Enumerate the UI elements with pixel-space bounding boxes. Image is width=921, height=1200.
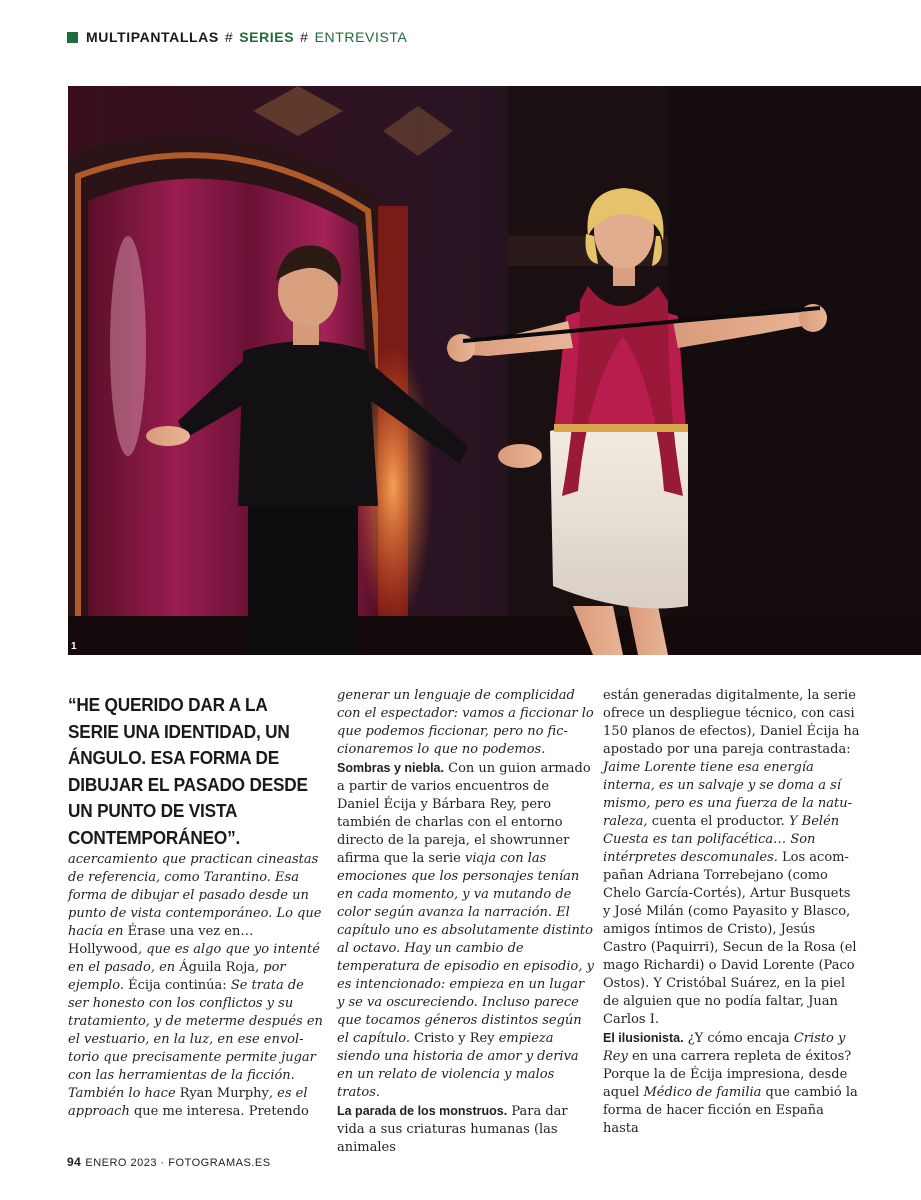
text-span: Para dar vida a sus criaturas humanas (las animales [337,1104,568,1155]
paragraph [603,687,861,1029]
series-title: Águila Roja [179,960,255,975]
subsection-label: SERIES [239,29,295,45]
text-span: en una carrera repleta de éxitos? Porque la de Écija impresiona, desde aquel [603,1049,852,1100]
separator: # [224,29,234,45]
series-title: Cristo y Rey [409,1031,499,1046]
paragraph [603,1029,861,1138]
paragraph [337,1102,595,1157]
text-span: Écija continúa: [123,978,231,993]
category-label: ENTREVISTA [314,29,408,45]
section-header [67,28,407,46]
text-span: cuenta el productor. [647,814,789,829]
text-span: empieza siendo una historia de amor y deriva en un relato de violencia y malos tratos. [337,1031,579,1100]
text-span: Y Belén Cuesta es tan polifacética… Son intérpretes descomunales. [603,814,840,865]
text-span: , es el approach [68,1086,308,1119]
text-span: que cambió la forma de hacer ficción en España hasta [603,1085,858,1136]
text-span: acercamiento que practican cineastas de referencia, como Tarantino. Esa forma de dibujar el pasado desde un punto de vista contemporáneo. Lo que hacía en [68,852,322,939]
issue-info: ENERO 2023 · FOTOGRAMAS.ES [85,1157,271,1169]
text-span: generar un lenguaje de complicidad con el espectador: vamos a ficcionar lo que podemos ficcionar, pero no ficcionaremos lo que no podemos. [337,688,594,757]
text-span: Se trata de ser honesto con los conflictos y su tratamiento, y de meterme después en el vestuario, en la luz, en ese envoltorio que precisamente permite jugar con las herramientas de la ficción. También lo hace [68,978,323,1101]
pull-quote: “HE QUERIDO DAR A LA SERIE UNA IDENTIDAD, UN ÁNGULO. ESA FORMA DE DIBUJAR EL PASADO DESDE UN PUNTO DE VISTA CONTEMPORÁNEO”. [68,694,308,848]
paragraph [68,851,328,1121]
subheading-monstruos: La parada de los monstruos. [337,1104,508,1118]
person-name: Ryan Murphy [179,1086,269,1101]
series-title: Médico de familia [643,1085,762,1100]
text-span: Con un guion armado a partir de varios encuentros de Daniel Écija y Bárbara Rey, pero también de charlas con el entorno directo de la pareja, el showrunner afirma que la serie [337,761,591,866]
text-span: que me interesa. Pretendo [133,1104,309,1119]
subheading-ilusionista: El ilusionista. [603,1031,684,1045]
text-span: , que es algo que yo intenté en el pasado, en [68,942,320,975]
article-column-2 [337,687,595,1157]
section-marker-icon [67,32,78,43]
text-span: Los acompañan Adriana Torrebejano (como Chelo García-Cortés), Artur Busquets y José Milán (como Payasito y Blasco, amigos íntimos de Cristo), Jesús Castro (Paquirri), Secun de la Rosa (el mago Richardi) o David Lorente (Paco Ostos). Y Cristóbal Suárez, en la piel de alguien que no podía faltar, Juan Carlos I. [603,850,857,1027]
article-photo [68,86,921,655]
stage-scene-illustration [68,86,921,655]
photo-number: 1 [71,641,77,652]
series-title: Cristo y Rey [603,1031,846,1064]
text-span: ¿Y cómo encaja [683,1031,794,1046]
text-span: , por ejemplo. [68,960,286,993]
separator: # [300,29,309,45]
text-span: están generadas digitalmente, la serie ofrece un despliegue técnico, con casi 150 planos de efectos), Daniel Écija ha apostado por una pareja contrastada: [603,688,860,757]
film-title: Érase una vez en… Hollywood [68,924,254,957]
paragraph [337,759,595,1102]
paragraph [337,687,595,759]
article-column-3 [603,687,861,1138]
subheading-sombras: Sombras y niebla. [337,761,444,775]
page-number: 94 [67,1155,82,1169]
article-column-1 [68,851,328,1121]
section-label: MULTIPANTALLAS [86,29,219,45]
text-span: Jaime Lorente tiene esa energía interna, es un salvaje y se doma a sí mismo, pero es una fuerza de la naturaleza, [603,760,853,829]
page-footer [67,1155,271,1169]
text-span: viaja con las emociones que los personajes tenían en cada momento, y va mutando de color según avanza la narración. El capítulo uno es absolutamente distinto al octavo. Hay un cambio de temperatura de episodio en episodio, y es intencionado: empieza en un lugar y se va oscureciendo. Incluso parece que tocamos géneros distintos según el capítulo. [337,851,594,1046]
